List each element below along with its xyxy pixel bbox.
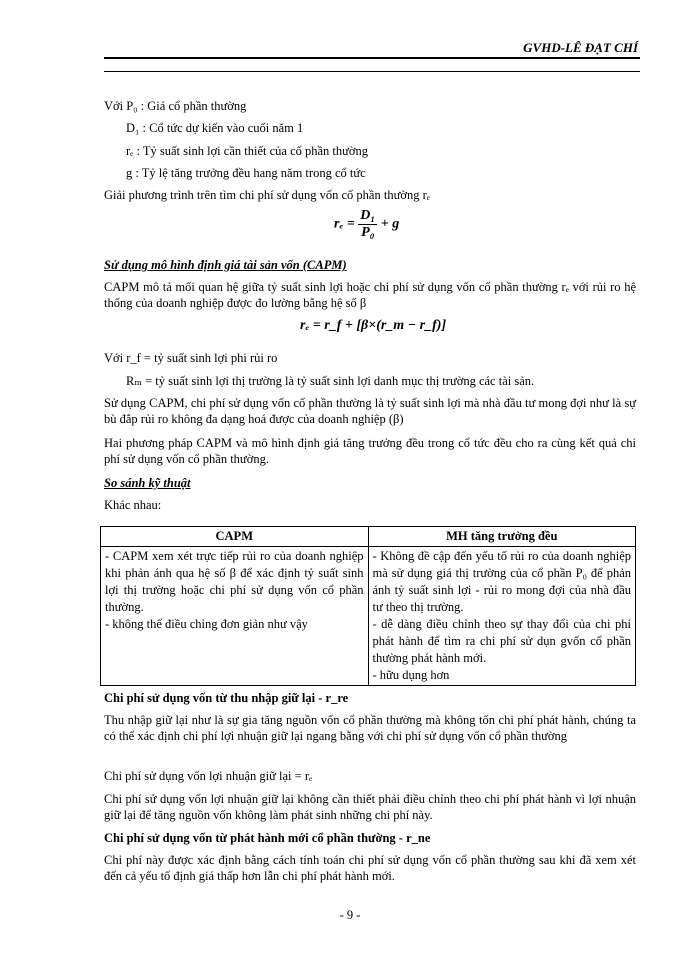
retained-para-3: Chi phí sử dụng vốn lợi nhuận giữ lại không cần thiết phải điều chỉnh theo chi phí phát hành vì lợi nhuận giữ lại để tăng nguồn vốn không làm phát sinh những chi phí này. (104, 792, 636, 822)
compare-heading: So sánh kỹ thuật (104, 476, 191, 490)
header-rule-bottom (104, 71, 640, 72)
table-cell-growth: - Không đề cập đến yếu tố rủi ro của doanh nghiệp mà sử dụng giá thị trường của cổ phần P₀ để phản ánh tỷ suất sinh lợi - rủi ro mong đợi của nhà đầu tư theo thị trường. - dễ dàng điều chỉnh theo sự thay đổi của chi phí phát hành để tìm ra chi phí sử dụn gvốn cổ phần thường phát hành mới. - hữu dụng hơn (368, 547, 636, 686)
eq1-den: P₀ (361, 225, 375, 240)
capm-heading: Sử dụng mô hình định giá tài sản vốn (CAPM) (104, 258, 347, 272)
equation-gordon (334, 208, 399, 241)
comparison-table (100, 526, 636, 686)
eq1-rhs: + g (380, 216, 400, 232)
eq1-lhs: rₑ = (334, 216, 355, 232)
eq1-num: D₁ (360, 208, 376, 223)
capm-rf: Với r_f = tỷ suất sinh lợi phi rủi ro (104, 351, 278, 365)
def-d1: D₁ : Cổ tức dự kiến vào cuối năm 1 (126, 121, 304, 135)
capm-para-2: Sử dụng CAPM, chi phí sử dụng vốn cổ phần thường là tỷ suất sinh lợi mà nhà đầu tư mong đợi như là sự bù đắp rủi ro không đa dạng hoá được của doanh nghiệp (β) (104, 396, 636, 426)
table-header-capm: CAPM (101, 527, 369, 547)
def-p0: Với P₀ : Giá cổ phần thường (104, 99, 247, 113)
table-header-growth: MH tăng trưởng đều (368, 527, 636, 547)
retained-para-1: Thu nhập giữ lại như là sự gia tăng nguồn vốn cổ phần thường mà không tốn chi phí phát hành, chúng ta có thể xác định chi phí lợi nhuận giữ lại ngang bằng với chi phí sử dụng vốn cổ phần thường (104, 713, 636, 743)
def-re: rₑ : Tỷ suất sinh lợi cần thiết của cổ phần thường (126, 144, 369, 158)
capm-para-1: CAPM mô tả mối quan hệ giữa tỷ suất sinh lợi hoặc chi phí sử dụng vốn cổ phần thường rₑ với rủi ro hệ thống của doanh nghiệp được đo lường bằng hệ số β (104, 280, 636, 310)
solve-text: Giải phương trình trên tìm chi phí sử dụng vốn cổ phần thường rₑ (104, 188, 430, 202)
table-cell-capm: - CAPM xem xét trực tiếp rủi ro của doanh nghiệp khi phản ánh qua hệ số β để xác định tỷ suất sinh lợi thị trường hoặc chi phí sử dụng vốn cổ phần thường. - không thể điều chỉng đơn giản như vậy (101, 547, 369, 686)
retained-para-2: Chi phí sử dụng vốn lợi nhuận giữ lại = rₑ (104, 769, 313, 783)
page-header: GVHD-LÊ ĐẠT CHÍ (523, 40, 638, 55)
compare-intro: Khác nhau: (104, 498, 162, 512)
equation-capm: rₑ = r_f + [β×(r_m − r_f)] (300, 318, 447, 333)
table-row (101, 547, 636, 686)
capm-rm: Rₘ = tỷ suất sinh lợi thị trường là tỷ suất sinh lợi danh mục thị trường các tài sản. (126, 374, 535, 388)
header-rule-top (104, 57, 640, 59)
def-g: g : Tỷ lệ tăng trưởng đều hang năm trong cổ tức (126, 166, 366, 180)
newissue-heading: Chi phí sử dụng vốn từ phát hành mới cổ phần thường - r_ne (104, 831, 431, 845)
capm-para-3: Hai phương pháp CAPM và mô hình định giá tăng trưởng đều trong cổ tức đều cho ra cùng kết quả chi phí sử dụng vốn cổ phần thường. (104, 436, 636, 466)
retained-heading: Chi phí sử dụng vốn từ thu nhập giữ lại - r_re (104, 691, 349, 705)
eq1-fraction (358, 208, 377, 241)
newissue-para-1: Chi phí này được xác định bằng cách tính toán chi phí sử dụng vốn cổ phần thường sau khi đã xem xét đến cả yếu tố định giá thấp hơn lẫn chi phí phát hành mới. (104, 853, 636, 883)
page-number: - 9 - (339, 908, 361, 922)
table-header-row (101, 527, 636, 547)
